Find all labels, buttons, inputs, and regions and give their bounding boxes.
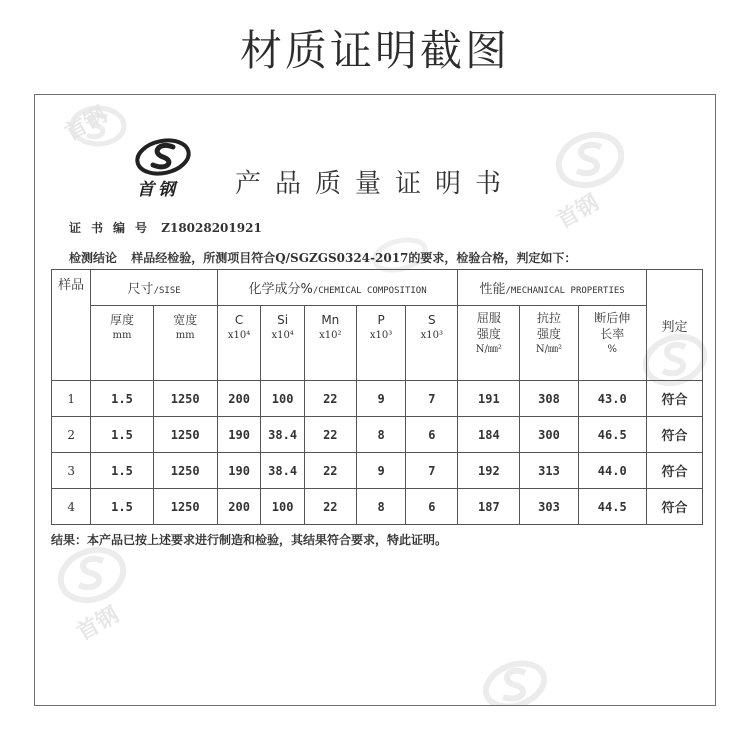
silicon-header: Si x10⁴ [261, 306, 305, 381]
tensile-strength-header: 抗拉 强度 N/㎜² [520, 306, 578, 381]
silicon-cell: 100 [261, 489, 305, 525]
watermark-logo-icon [545, 125, 635, 195]
silicon-cell: 100 [261, 381, 305, 417]
certificate-number [69, 219, 262, 236]
sulfur-header: S x10³ [406, 306, 458, 381]
elongation-cell: 43.0 [578, 381, 646, 417]
carbon-cell: 200 [217, 489, 261, 525]
phosphorus-cell: 9 [356, 381, 406, 417]
verdict-cell: 符合 [646, 381, 702, 417]
phosphorus-cell: 8 [356, 417, 406, 453]
thickness-cell: 1.5 [91, 489, 153, 525]
phosphorus-header: P x10³ [356, 306, 406, 381]
conclusion-label: 检测结论 [69, 251, 118, 265]
sample-header: 样品 [52, 270, 91, 381]
certificate-document [34, 94, 716, 706]
manganese-header: Mn x10² [304, 306, 356, 381]
sample-index: 2 [52, 417, 91, 453]
carbon-cell: 190 [217, 453, 261, 489]
verdict-cell: 符合 [646, 489, 702, 525]
yield-cell: 184 [458, 417, 520, 453]
table-row [52, 417, 703, 453]
yield-cell: 187 [458, 489, 520, 525]
result-statement: 结果：本产品已按上述要求进行制造和检验，其结果符合要求，特此证明。 [51, 533, 448, 547]
yield-strength-header: 屈服 强度 N/㎜² [458, 306, 520, 381]
table-row [52, 381, 703, 417]
table-row [52, 489, 703, 525]
yield-cell: 192 [458, 453, 520, 489]
size-header: 尺寸/SISE [91, 270, 217, 306]
width-cell: 1250 [153, 381, 217, 417]
silicon-cell: 38.4 [261, 453, 305, 489]
width-cell: 1250 [153, 453, 217, 489]
phosphorus-cell: 9 [356, 453, 406, 489]
manganese-cell: 22 [304, 453, 356, 489]
carbon-cell: 200 [217, 381, 261, 417]
thickness-cell: 1.5 [91, 381, 153, 417]
watermark-text: 首钢 [72, 601, 124, 647]
sample-index: 1 [52, 381, 91, 417]
properties-table [51, 269, 703, 525]
thickness-header: 厚度 mm [91, 306, 153, 381]
logo-text: 首钢 [137, 180, 179, 200]
chemical-header: 化学成分%/CHEMICAL COMPOSITION [217, 270, 457, 306]
width-cell: 1250 [153, 417, 217, 453]
tensile-cell: 303 [520, 489, 578, 525]
manganese-cell: 22 [304, 489, 356, 525]
mechanical-header: 性能/MECHANICAL PROPERTIES [458, 270, 647, 306]
width-cell: 1250 [153, 489, 217, 525]
manganese-cell: 22 [304, 381, 356, 417]
silicon-cell: 38.4 [261, 417, 305, 453]
width-header: 宽度 mm [153, 306, 217, 381]
certificate-number-value: Z18028201921 [161, 221, 262, 235]
thickness-cell: 1.5 [91, 453, 153, 489]
elongation-cell: 46.5 [578, 417, 646, 453]
page-title: 材质证明截图 [239, 26, 510, 75]
elongation-header: 断后伸 长率 % [578, 306, 646, 381]
watermark-text: 首钢 [60, 101, 112, 147]
table-row [52, 453, 703, 489]
verdict-header: 判定 [646, 270, 702, 381]
tensile-cell: 308 [520, 381, 578, 417]
sulfur-cell: 6 [406, 489, 458, 525]
manganese-cell: 22 [304, 417, 356, 453]
tensile-cell: 313 [520, 453, 578, 489]
sample-index: 3 [52, 453, 91, 489]
carbon-cell: 190 [217, 417, 261, 453]
carbon-header: C x10⁴ [217, 306, 261, 381]
sulfur-cell: 6 [406, 417, 458, 453]
conclusion-text: 样品经检验，所测项目符合Q/SGZGS0324-2017的要求，检验合格，判定如下： [131, 251, 577, 265]
phosphorus-cell: 8 [356, 489, 406, 525]
sulfur-cell: 7 [406, 453, 458, 489]
inspection-conclusion [69, 249, 576, 266]
elongation-cell: 44.5 [578, 489, 646, 525]
certificate-number-label: 证书编号 [69, 221, 158, 235]
certificate-title: 产品质量证明书 [235, 169, 516, 199]
tensile-cell: 300 [520, 417, 578, 453]
watermark-logo-icon [475, 655, 555, 705]
verdict-cell: 符合 [646, 417, 702, 453]
elongation-cell: 44.0 [578, 453, 646, 489]
watermark-text: 首钢 [552, 189, 604, 235]
verdict-cell: 符合 [646, 453, 702, 489]
thickness-cell: 1.5 [91, 417, 153, 453]
sample-index: 4 [52, 489, 91, 525]
yield-cell: 191 [458, 381, 520, 417]
sulfur-cell: 7 [406, 381, 458, 417]
